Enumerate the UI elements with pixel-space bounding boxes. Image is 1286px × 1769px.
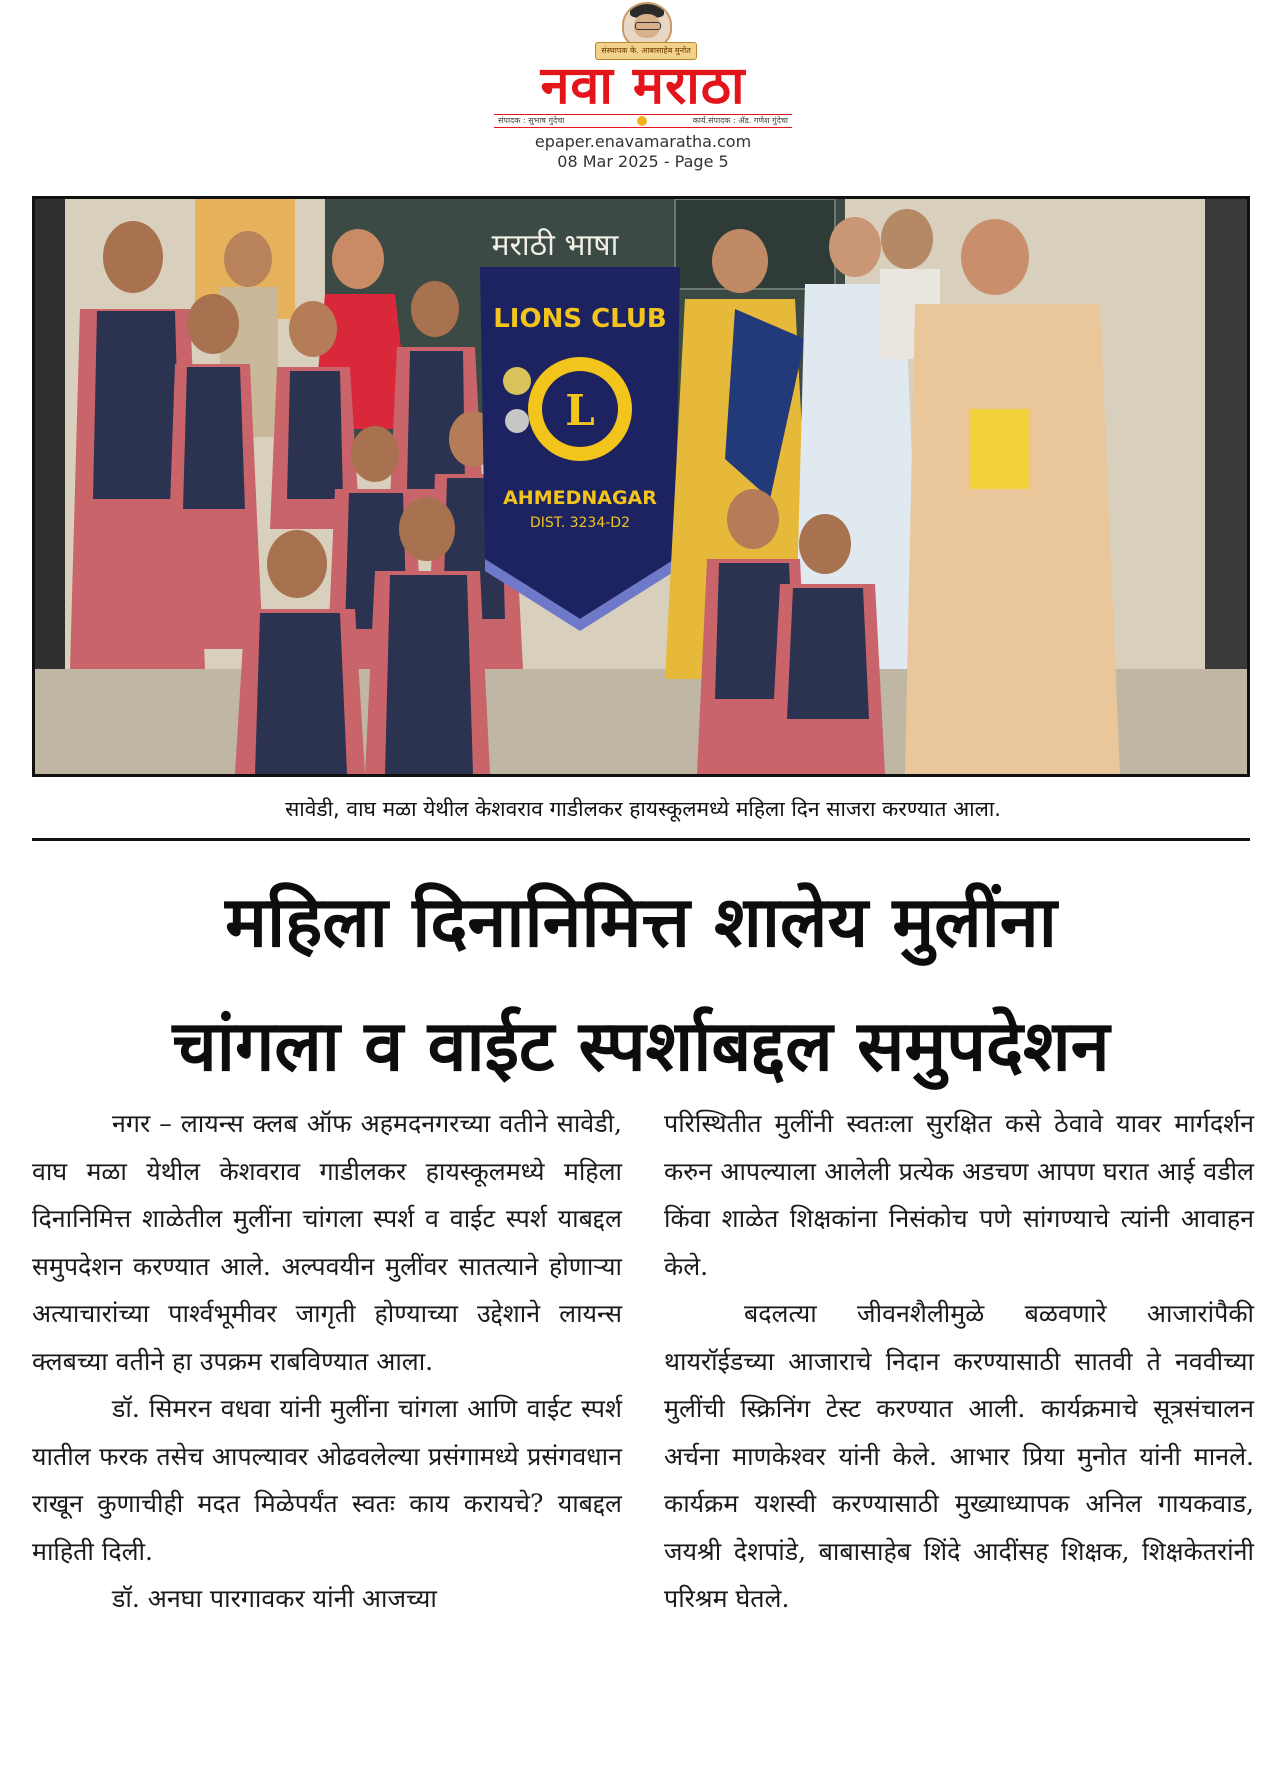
headline-line-1: महिला दिनानिमित्त शालेय मुलींना [225,881,1057,963]
newspaper-logo[interactable]: नवा मराठा [540,56,746,116]
masthead [0,0,1286,180]
photo-caption: सावेडी, वाघ मळा येथील केशवराव गाडीलकर हायस्कूलमध्ये महिला दिन साजरा करण्यात आला. [285,797,1001,821]
founder-ribbon: संस्थापक के. आबासाहेब मुनोत [595,42,697,60]
date-page: 08 Mar 2025 - Page 5 [557,152,729,171]
lotus-icon [637,116,647,126]
article-paragraph: बदलत्या जीवनशैलीमुळे बळवणारे आजारांपैकी थायरॉईडच्या आजाराचे निदान करण्यासाठी सातवी ते नववीच्या मुलींची स्क्रिनिंग टेस्ट करण्यात आली. कार्यक्रमाचे सूत्रसंचालन अर्चना माणकेश्वर यांनी केले. आभार प्रिया मुनोत यांनी मानले. कार्यक्रम यशस्वी करण्यासाठी मुख्याध्यापक अनिल गायकवाड, जयश्री देशपांडे, बाबासाहेब शिंदे आदींसह शिक्षक, शिक्षकेतरांनी परिश्रम घेतले. [664,1299,1254,1613]
banner-city: AHMEDNAGAR [503,487,657,509]
article-paragraph: परिस्थितीत मुलींनी स्वतःला सुरक्षित कसे ठेवावे यावर मार्गदर्शन करुन आपल्याला आलेली प्रत्येक अडचण आपण घरात आई वडील किंवा शाळेत शिक्षकांना निसंकोच पणे सांगण्याचे त्यांनी आवाहन केले. [664,1109,1254,1281]
headline [32,860,1250,1108]
source-info [0,132,1286,172]
news-photo [32,196,1250,777]
article-column-right [664,1100,1254,1623]
group-photo-illustration [35,199,1247,774]
lions-club-banner [480,267,680,631]
article-paragraph: डॉ. सिमरन वधवा यांनी मुलींना चांगला आणि वाईट स्पर्श यातील फरक तसेच आपल्यावर ओढवलेल्या प्रसंगामध्ये प्रसंगवधान राखून कुणाचीही मदत मिळेपर्यंत स्वतः काय करायचे? याबद्दल माहिती दिली. [32,1394,622,1566]
article-paragraph: नगर – लायन्स क्लब ऑफ अहमदनगरच्या वतीने सावेडी, वाघ मळा येथील केशवराव गाडीलकर हायस्कूलमध्ये महिला दिनानिमित्त शाळेतील मुलींना चांगला स्पर्श व वाईट स्पर्श याबद्दल समुपदेशन करण्यात आले. अल्पवयीन मुलींवर सातत्याने होणाऱ्या अत्याचारांच्या पार्श्वभूमीवर जागृती होण्याच्या उद्देशाने लायन्स क्लबच्या वतीने हा उपक्रम राबविण्यात आला. [32,1109,622,1376]
logo-strip [494,114,792,128]
article-column-left [32,1100,622,1623]
source-url[interactable]: epaper.enavamaratha.com [534,132,752,151]
editor-credit: संपादक : सुभाष गुंदेचा [498,116,565,125]
divider-rule [32,838,1250,841]
exec-editor-credit: कार्य.संपादक : ॲड. गणेश गुंदेचा [692,116,788,125]
article-paragraph: डॉ. अनघा पारगावकर यांनी आजच्या [112,1584,437,1613]
lions-emblem-letter: L [565,386,595,435]
headline-line-2: चांगला व वाईट स्पर्शाबद्दल समुपदेशन [172,1005,1110,1087]
banner-district: DIST. 3234-D2 [530,515,630,531]
board-text: मराठी भाषा [491,228,619,263]
banner-title: LIONS CLUB [493,304,667,334]
